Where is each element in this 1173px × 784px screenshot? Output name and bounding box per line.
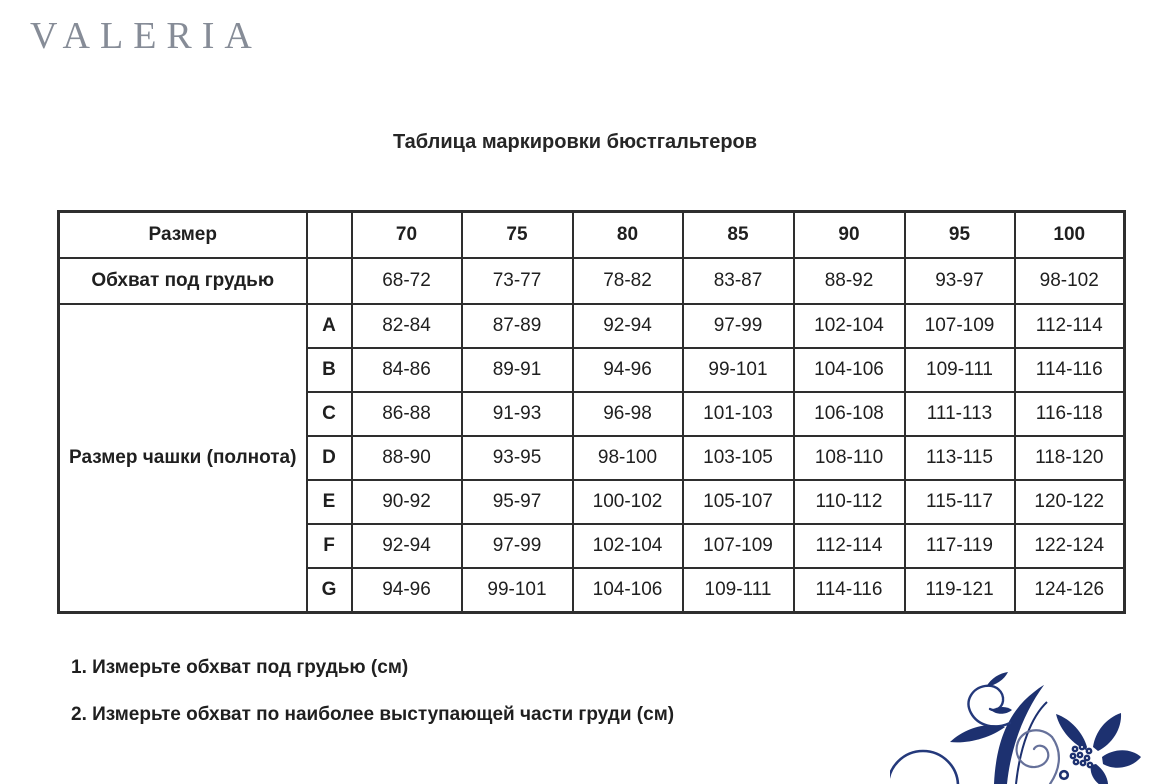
- underbust-row-label: Обхват под грудью: [59, 258, 307, 304]
- bust-cell: 94-96: [573, 348, 683, 392]
- underbust-cell: 88-92: [794, 258, 905, 304]
- bust-cell: 110-112: [794, 480, 905, 524]
- size-header-cell: 70: [352, 212, 462, 259]
- underbust-cell: 83-87: [683, 258, 794, 304]
- bust-cell: 112-114: [794, 524, 905, 568]
- bust-cell: 89-91: [462, 348, 573, 392]
- instruction-step-2: 2. Измерьте обхват по наиболее выступающей части груди (см): [71, 704, 675, 725]
- bust-cell: 97-99: [683, 304, 794, 348]
- bust-cell: 90-92: [352, 480, 462, 524]
- underbust-cell: 93-97: [905, 258, 1015, 304]
- cup-letter-cell: A: [307, 304, 352, 348]
- empty-cell: [307, 258, 352, 304]
- underbust-cell: 78-82: [573, 258, 683, 304]
- bust-cell: 118-120: [1015, 436, 1125, 480]
- underbust-row: [59, 258, 1125, 304]
- bust-cell: 84-86: [352, 348, 462, 392]
- bust-cell: 91-93: [462, 392, 573, 436]
- bust-cell: 94-96: [352, 568, 462, 613]
- bust-cell: 92-94: [352, 524, 462, 568]
- cup-letter-cell: G: [307, 568, 352, 613]
- size-header-cell: 95: [905, 212, 1015, 259]
- size-row-label: Размер: [59, 212, 307, 259]
- bust-cell: 114-116: [794, 568, 905, 613]
- bust-cell: 102-104: [794, 304, 905, 348]
- bust-cell: 99-101: [683, 348, 794, 392]
- bust-cell: 116-118: [1015, 392, 1125, 436]
- bust-cell: 115-117: [905, 480, 1015, 524]
- bust-cell: 109-111: [683, 568, 794, 613]
- bust-cell: 96-98: [573, 392, 683, 436]
- empty-corner-cell: [307, 212, 352, 259]
- cup-letter-cell: F: [307, 524, 352, 568]
- bust-cell: 100-102: [573, 480, 683, 524]
- bust-cell: 120-122: [1015, 480, 1125, 524]
- underbust-cell: 98-102: [1015, 258, 1125, 304]
- cup-section-label: Размер чашки (полнота): [59, 304, 307, 613]
- size-header-cell: 85: [683, 212, 794, 259]
- size-header-cell: 75: [462, 212, 573, 259]
- size-header-cell: 90: [794, 212, 905, 259]
- bust-cell: 102-104: [573, 524, 683, 568]
- bust-cell: 109-111: [905, 348, 1015, 392]
- bust-cell: 114-116: [1015, 348, 1125, 392]
- bust-cell: 87-89: [462, 304, 573, 348]
- bust-cell: 104-106: [573, 568, 683, 613]
- brand-logo: VALERIA: [30, 15, 262, 57]
- bust-cell: 104-106: [794, 348, 905, 392]
- size-header-cell: 100: [1015, 212, 1125, 259]
- bust-cell: 106-108: [794, 392, 905, 436]
- bust-cell: 88-90: [352, 436, 462, 480]
- bust-cell: 112-114: [1015, 304, 1125, 348]
- cup-letter-cell: B: [307, 348, 352, 392]
- underbust-cell: 68-72: [352, 258, 462, 304]
- instruction-step-1: 1. Измерьте обхват под грудью (см): [71, 657, 409, 678]
- bust-cell: 117-119: [905, 524, 1015, 568]
- cup-letter-cell: C: [307, 392, 352, 436]
- bust-cell: 122-124: [1015, 524, 1125, 568]
- cup-letter-cell: E: [307, 480, 352, 524]
- bust-cell: 119-121: [905, 568, 1015, 613]
- bust-cell: 86-88: [352, 392, 462, 436]
- bust-cell: 92-94: [573, 304, 683, 348]
- bust-cell: 124-126: [1015, 568, 1125, 613]
- bust-cell: 107-109: [905, 304, 1015, 348]
- bust-cell: 82-84: [352, 304, 462, 348]
- size-header-cell: 80: [573, 212, 683, 259]
- bust-cell: 99-101: [462, 568, 573, 613]
- bust-cell: 95-97: [462, 480, 573, 524]
- bust-cell: 97-99: [462, 524, 573, 568]
- cup-row-a: [59, 304, 1125, 348]
- floral-ornament-icon: [890, 665, 1173, 784]
- bust-cell: 93-95: [462, 436, 573, 480]
- bust-cell: 105-107: [683, 480, 794, 524]
- bra-size-table: [57, 210, 1126, 614]
- bust-cell: 103-105: [683, 436, 794, 480]
- underbust-cell: 73-77: [462, 258, 573, 304]
- size-header-row: [59, 212, 1125, 259]
- measurement-instructions: [71, 656, 674, 750]
- bust-cell: 111-113: [905, 392, 1015, 436]
- bust-cell: 113-115: [905, 436, 1015, 480]
- bust-cell: 107-109: [683, 524, 794, 568]
- bust-cell: 98-100: [573, 436, 683, 480]
- bust-cell: 101-103: [683, 392, 794, 436]
- cup-letter-cell: D: [307, 436, 352, 480]
- page-title: Таблица маркировки бюстгальтеров: [392, 131, 758, 153]
- bust-cell: 108-110: [794, 436, 905, 480]
